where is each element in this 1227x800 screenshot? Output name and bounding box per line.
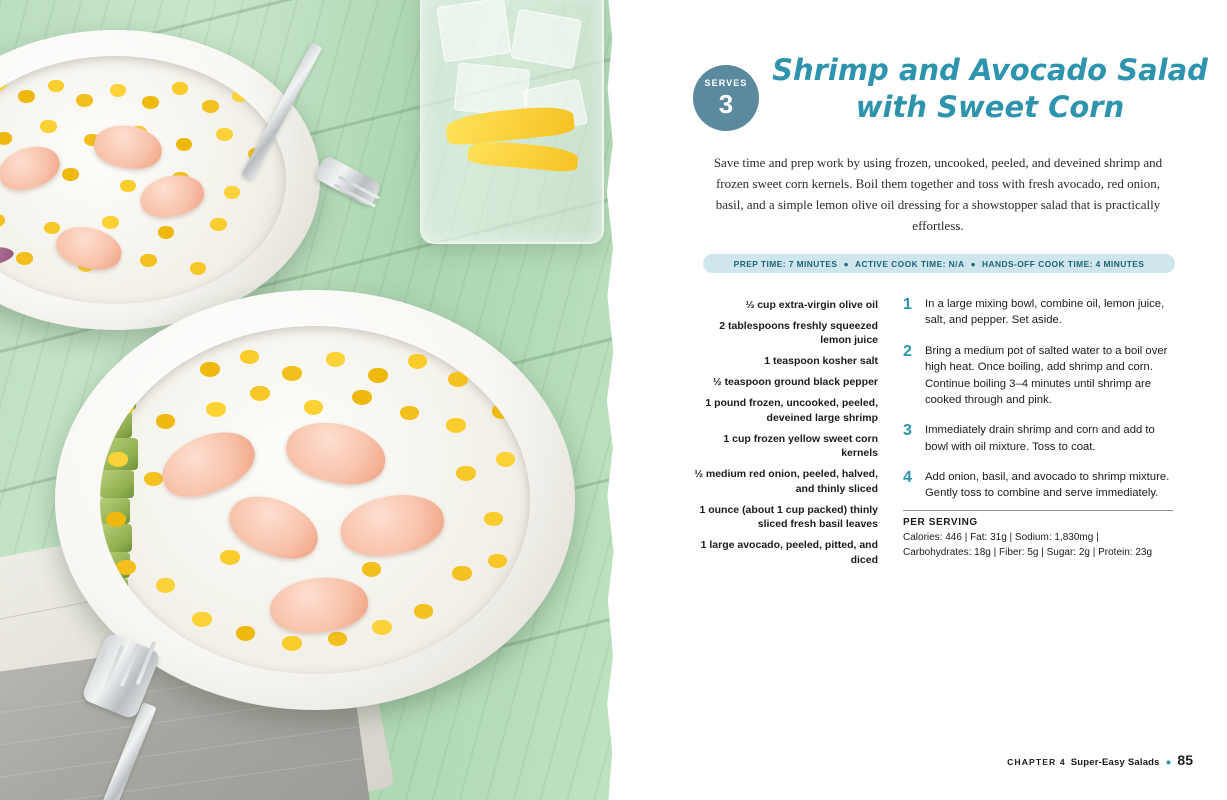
active-cook-time: ACTIVE COOK TIME: N/A (854, 258, 965, 269)
list-item: ½ teaspoon ground black pepper (712, 376, 878, 389)
serves-label: SERVES (704, 78, 748, 88)
list-item: 1 cup frozen yellow sweet corn kernels (723, 432, 878, 460)
step-number: 2 (903, 342, 912, 360)
title-line-2: with Sweet Corn (855, 90, 1125, 125)
per-serving-line-1: Calories: 446 | Fat: 31g | Sodium: 1,830mg | (903, 532, 1099, 543)
list-item: 1 ounce (about 1 cup packed) thinly sliced fresh basil leaves (699, 503, 878, 531)
instruction-step (903, 422, 1173, 455)
prep-time: PREP TIME: 7 MINUTES (733, 258, 838, 269)
list-item: ⅓ cup extra-virgin olive oil (745, 299, 878, 311)
footer-chapter-number: CHAPTER 4 (1007, 757, 1066, 767)
step-text: In a large mixing bowl, combine oil, lemon juice, salt, and pepper. Set aside. (925, 298, 1165, 327)
serves-value: 3 (718, 89, 734, 119)
ingredients-list (693, 298, 878, 574)
step-number: 3 (903, 422, 912, 440)
footer-chapter-name: Super-Easy Salads (1070, 757, 1160, 768)
step-text: Add onion, basil, and avocado to shrimp mixture. Gently toss to combine and serve immediately. (925, 471, 1170, 500)
list-item: 1 large avocado, peeled, pitted, and diced (700, 539, 878, 566)
step-text: Bring a medium pot of salted water to a boil over high heat. Once boiling, add shrimp and corn. Continue boiling 3–4 minutes until shrimp are cooked through and pink. (925, 344, 1168, 406)
page-footer (1007, 752, 1193, 768)
lemon-water-glass (420, 0, 604, 244)
per-serving-heading: PER SERVING (903, 517, 978, 528)
list-item: ½ medium red onion, peeled, halved, and thinly sliced (694, 468, 878, 495)
footer-dot-icon: ● (1165, 757, 1172, 768)
instructions-list (903, 296, 1173, 516)
instruction-step (903, 469, 1173, 502)
time-separator-icon: ● (970, 258, 976, 269)
time-separator-icon: ● (843, 258, 849, 269)
salad-contents-back (0, 56, 286, 304)
list-item: 2 tablespoons freshly squeezed lemon juice (719, 319, 878, 347)
step-number: 4 (903, 469, 912, 486)
salad-contents-front (100, 326, 530, 674)
list-item: 1 pound frozen, uncooked, peeled, deveined large shrimp (705, 397, 878, 424)
recipe-text-page (620, 0, 1227, 800)
time-bar (703, 254, 1175, 273)
list-item: 1 teaspoon kosher salt (764, 355, 878, 368)
per-serving-line-2: Carbohydrates: 18g | Fiber: 5g | Sugar: 2g | Protein: 23g (903, 546, 1153, 558)
serves-badge (693, 65, 759, 131)
page-number: 85 (1177, 752, 1193, 768)
step-number: 1 (903, 296, 912, 313)
instruction-step (903, 343, 1173, 409)
hands-off-cook-time: HANDS-OFF COOK TIME: 4 MINUTES (981, 258, 1145, 269)
title-line-1: Shrimp and Avocado Salad (772, 53, 1208, 87)
instruction-step (903, 296, 1173, 329)
step-text: Immediately drain shrimp and corn and add to bowl with oil mixture. Toss to coat. (925, 424, 1155, 453)
per-serving-nutrition (903, 510, 1173, 560)
recipe-intro: Save time and prep work by using frozen, uncooked, peeled, and deveined shrimp and frozen sweet corn kernels. Boil them together and toss with fresh avocado, red onion, basil, and a simple lemon olive oil dressing for a showstopper salad that is practically effortless. (713, 155, 1163, 234)
page-title (770, 52, 1210, 126)
